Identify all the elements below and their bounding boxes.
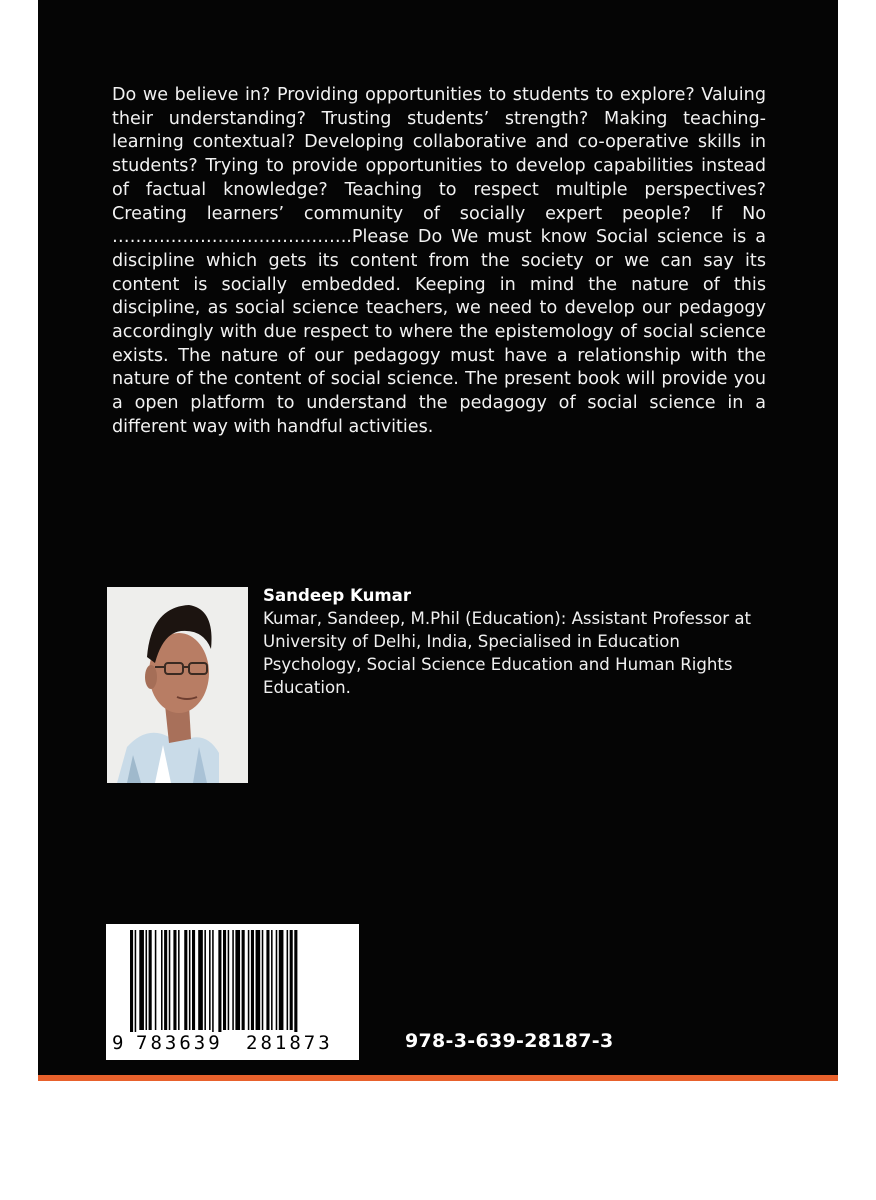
author-photo bbox=[107, 587, 248, 783]
barcode-bar bbox=[135, 930, 137, 1032]
barcode-bar bbox=[251, 930, 254, 1030]
barcode-bar bbox=[248, 930, 250, 1030]
barcode-bar bbox=[178, 930, 180, 1030]
barcode-bar bbox=[266, 930, 269, 1030]
isbn-number: 978-3-639-28187-3 bbox=[405, 1030, 614, 1052]
barcode-bar bbox=[290, 930, 293, 1030]
barcode-bar bbox=[209, 930, 211, 1030]
barcode-digit-group-left: 783639 bbox=[136, 1032, 223, 1054]
barcode bbox=[106, 924, 359, 1060]
barcode-bar bbox=[256, 930, 261, 1030]
barcode-digit-group-right: 281873 bbox=[246, 1032, 333, 1054]
barcode-bar bbox=[212, 930, 214, 1032]
author-name: Sandeep Kumar bbox=[263, 586, 412, 605]
barcode-bar bbox=[155, 930, 157, 1030]
barcode-bar bbox=[173, 930, 176, 1030]
barcode-bar bbox=[164, 930, 167, 1030]
barcode-bar bbox=[218, 930, 221, 1032]
barcode-bar bbox=[198, 930, 203, 1030]
barcode-bar bbox=[228, 930, 230, 1030]
barcode-bar bbox=[161, 930, 163, 1030]
author-portrait-image bbox=[107, 587, 248, 783]
barcode-bar bbox=[279, 930, 284, 1030]
barcode-bar bbox=[184, 930, 187, 1030]
barcode-bar bbox=[149, 930, 152, 1030]
barcode-bar bbox=[294, 930, 297, 1032]
barcode-bar bbox=[262, 930, 264, 1030]
barcode-bar bbox=[169, 930, 171, 1030]
barcode-bar bbox=[242, 930, 245, 1030]
barcode-bar bbox=[146, 930, 148, 1030]
accent-band bbox=[38, 1075, 838, 1081]
barcode-bar bbox=[287, 930, 289, 1030]
barcode-bar bbox=[235, 930, 240, 1030]
barcode-digits bbox=[106, 1032, 359, 1058]
barcode-bar bbox=[276, 930, 278, 1030]
barcode-bar bbox=[192, 930, 195, 1030]
blurb-text: Do we believe in? Providing opportunities to students to explore? Valuing their understanding? Trusting students’ strength? Making teaching-learning contextual? Developing collaborative and co-operative skills in students? Trying to provide opportunities to develop capabilities instead of factual knowledge? Teaching to respect multiple perspectives? Creating learners’ community of socially expert people? If No …………………………………..Please Do We must know Social science is a discipline which gets its content from the society or we can say its content is socially embedded. Keeping in mind the nature of this discipline, as social science teachers, we need to develop our pedagogy accordingly with due respect to where the epistemology of social science exists. The nature of our pedagogy must have a relationship with the nature of the content of social science. The present book will provide you a open platform to understand the pedagogy of social science in a different way with handful activities. bbox=[112, 85, 766, 437]
barcode-bar bbox=[204, 930, 206, 1030]
barcode-bar bbox=[232, 930, 234, 1030]
author-bio: Kumar, Sandeep, M.Phil (Education): Assistant Professor at University of Delhi, India, Specialised in Education Psychology, Social Science Education and Human Rights Education. bbox=[263, 609, 752, 697]
barcode-bar bbox=[223, 930, 226, 1030]
barcode-bar bbox=[189, 930, 191, 1030]
barcode-bars bbox=[106, 924, 359, 1032]
barcode-bar bbox=[271, 930, 273, 1030]
barcode-digit-lead: 9 bbox=[112, 1032, 124, 1054]
barcode-bar bbox=[139, 930, 144, 1030]
barcode-bar bbox=[130, 930, 133, 1032]
